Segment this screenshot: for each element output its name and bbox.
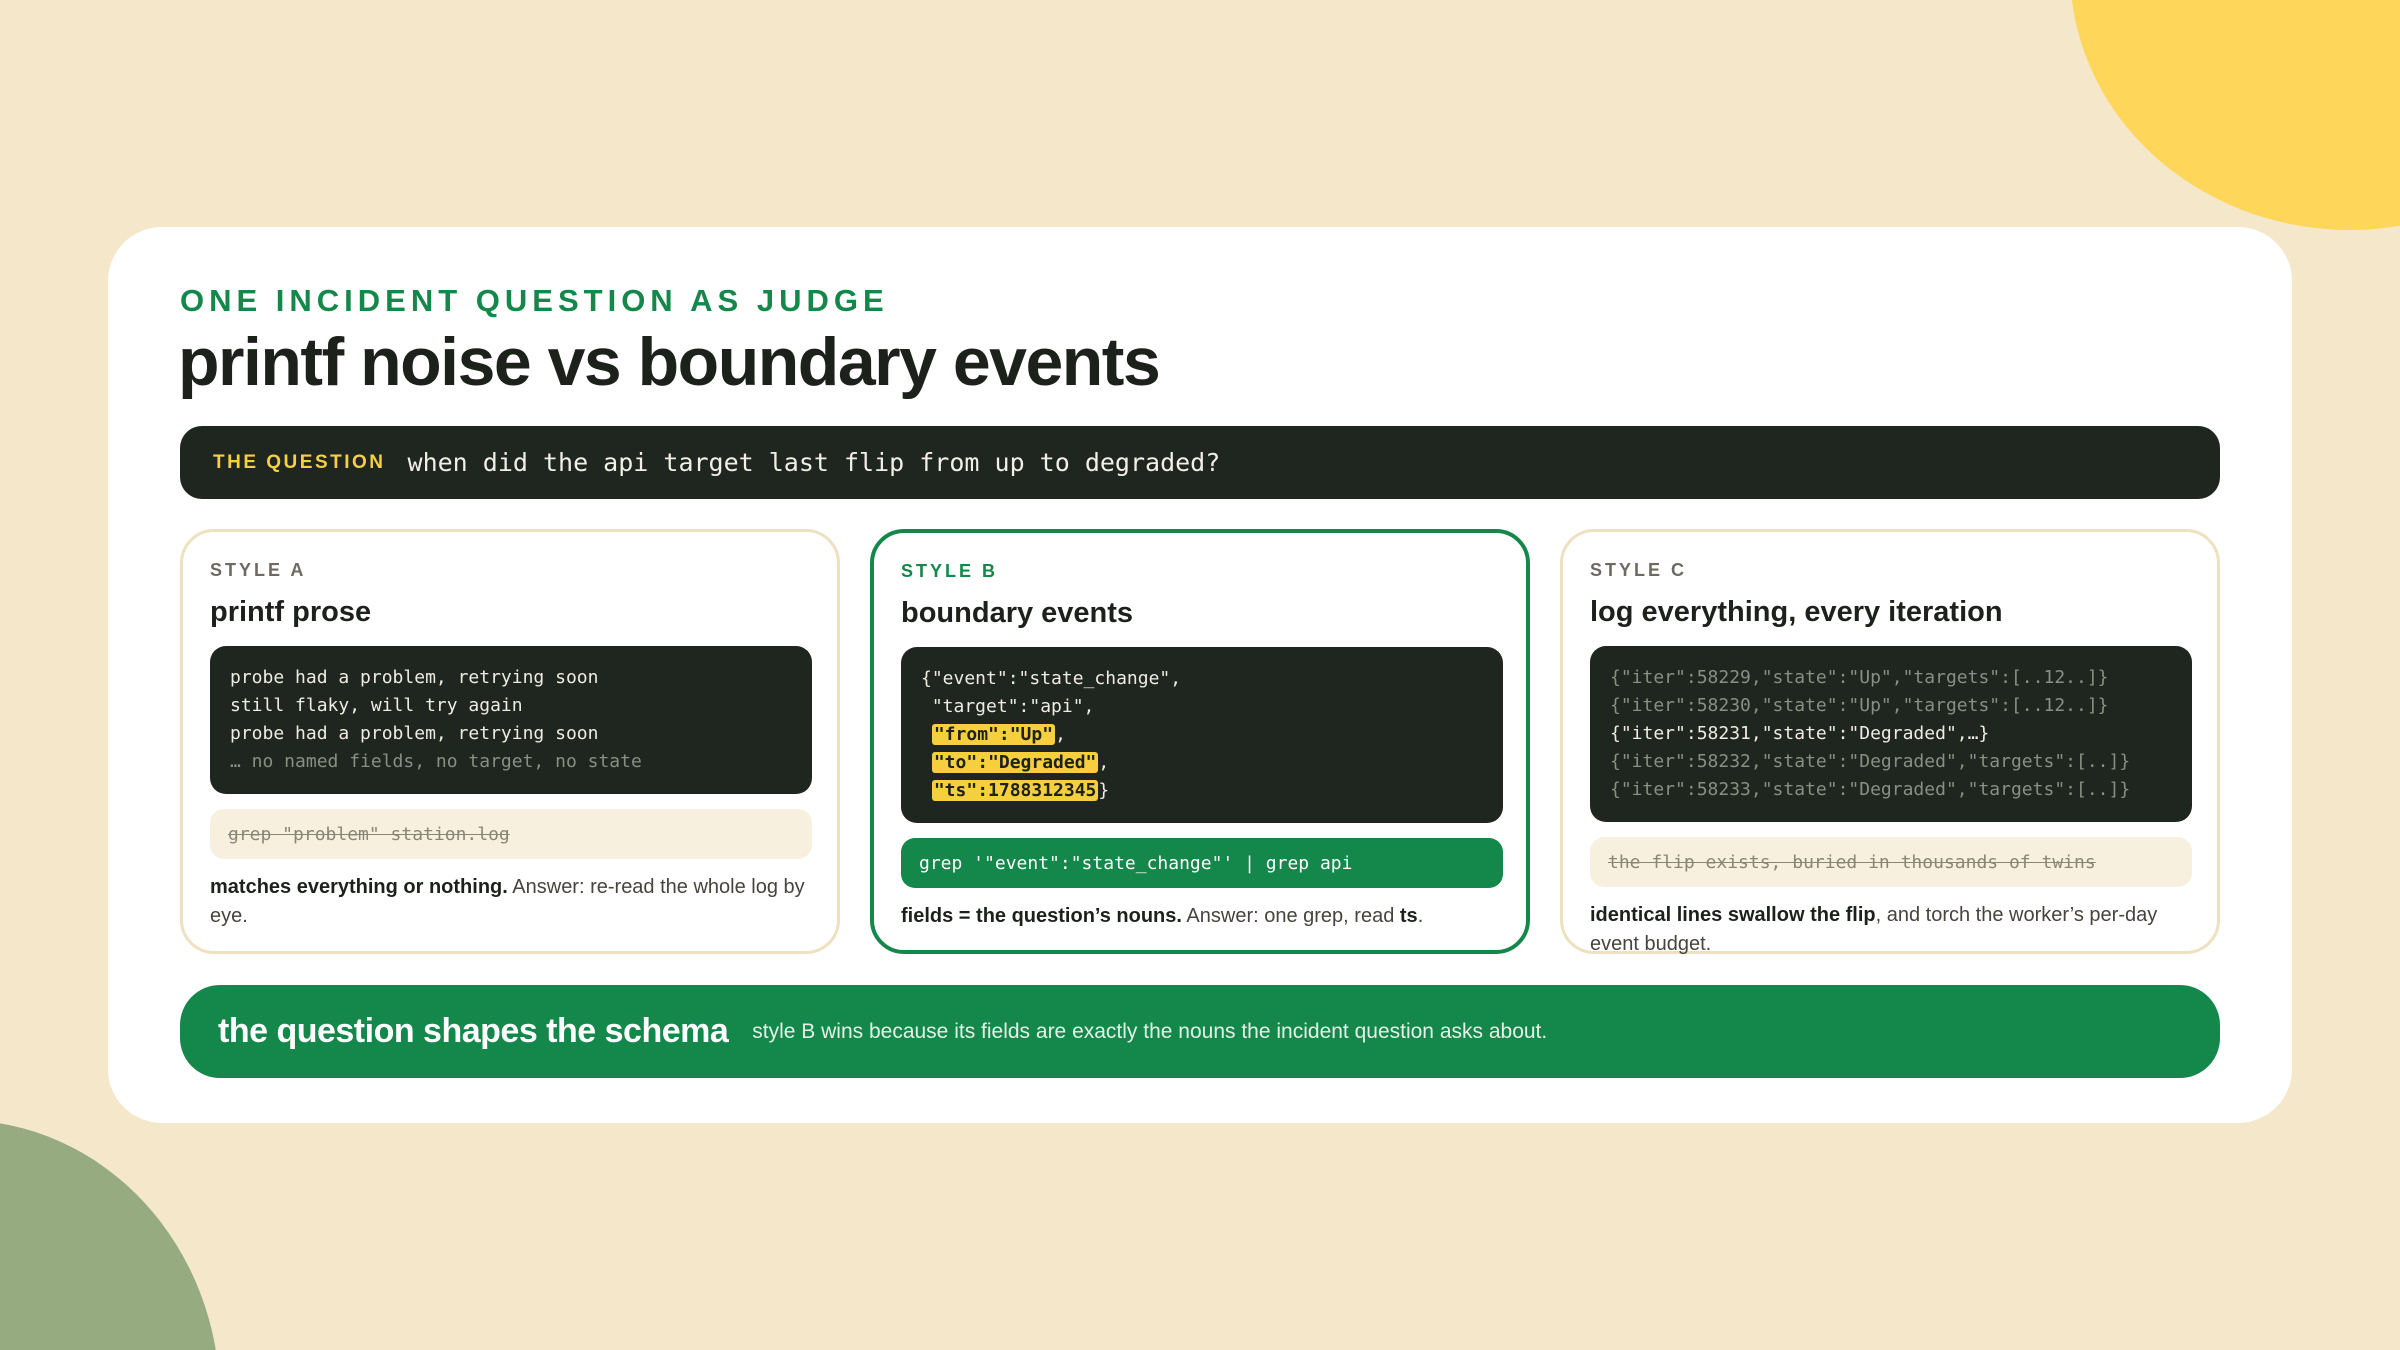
question-label: THE QUESTION [213, 451, 386, 473]
note-bold: identical lines swallow the flip [1590, 904, 1876, 926]
code-comma: , [1055, 724, 1066, 745]
code-line: {"iter":58229,"state":"Up","targets":[..12..]} [1610, 667, 2109, 688]
code-line: {"iter":58233,"state":"Degraded","targets":[..]} [1610, 779, 2131, 800]
style-a-command: grep "problem" station.log [210, 809, 812, 859]
style-a-title: printf prose [210, 596, 372, 628]
note-text: Answer: one grep, read [1181, 905, 1400, 927]
conclusion-text: style B wins because its fields are exactly the nouns the incident question asks about. [752, 1019, 1548, 1043]
style-b-code-block [901, 647, 1503, 823]
style-b-command: grep '"event":"state_change"' | grep api [901, 838, 1503, 888]
code-line [921, 777, 1483, 805]
code-line: {"event":"state_change", [921, 668, 1182, 689]
code-line: probe had a problem, retrying soon [230, 723, 599, 744]
decorative-green-blob [0, 1120, 220, 1350]
code-line: probe had a problem, retrying soon [230, 667, 599, 688]
code-line: {"iter":58230,"state":"Up","targets":[..12..]} [1610, 695, 2109, 716]
style-b-title: boundary events [901, 597, 1134, 629]
highlight-ts: "ts":1788312345 [933, 780, 1097, 801]
question-bar [180, 426, 2220, 499]
style-a-note [210, 873, 812, 931]
highlight-to: "to":"Degraded" [933, 752, 1097, 773]
style-b-label: STYLE B [901, 561, 999, 581]
note-period: . [1417, 905, 1424, 927]
note-ts-bold: ts [1399, 905, 1418, 927]
note-bold: fields = the question’s nouns. [901, 905, 1182, 927]
highlight-from: "from":"Up" [933, 724, 1054, 745]
main-card [108, 227, 2292, 1123]
style-c-title: log everything, every iteration [1590, 596, 2003, 628]
style-c-code-block [1590, 646, 2192, 822]
eyebrow-heading: ONE INCIDENT QUESTION AS JUDGE [180, 283, 889, 318]
conclusion-banner [180, 985, 2220, 1078]
code-line [921, 749, 1483, 777]
note-bold: matches everything or nothing. [210, 876, 508, 898]
code-line: "target":"api", [921, 696, 1095, 717]
note-text: Answer: re-read the whole log by eye. [210, 876, 805, 927]
style-c-command: the flip exists, buried in thousands of twins [1590, 837, 2192, 887]
code-line-comment: … no named fields, no target, no state [230, 751, 642, 772]
page-title: printf noise vs boundary events [178, 324, 1160, 400]
code-line: still flaky, will try again [230, 695, 523, 716]
style-b-panel [870, 529, 1530, 954]
style-a-code-block [210, 646, 812, 794]
code-line-flip: {"iter":58231,"state":"Degraded",…} [1610, 723, 1990, 744]
code-close-brace: } [1098, 780, 1110, 801]
style-a-panel [180, 529, 840, 954]
style-c-label: STYLE C [1590, 560, 1688, 580]
style-c-panel [1560, 529, 2220, 954]
code-line [921, 721, 1483, 749]
code-line: {"iter":58232,"state":"Degraded","targets":[..]} [1610, 751, 2131, 772]
decorative-yellow-blob [2070, 0, 2400, 230]
style-a-label: STYLE A [210, 560, 307, 580]
code-comma: , [1098, 752, 1110, 773]
style-b-note [901, 902, 1503, 931]
conclusion-heading: the question shapes the schema [218, 1012, 729, 1050]
question-text: when did the api target last flip from up to degraded? [407, 448, 1221, 477]
style-c-note [1590, 901, 2192, 959]
note-text: , and torch the worker’s per-day event budget. [1590, 904, 2158, 955]
